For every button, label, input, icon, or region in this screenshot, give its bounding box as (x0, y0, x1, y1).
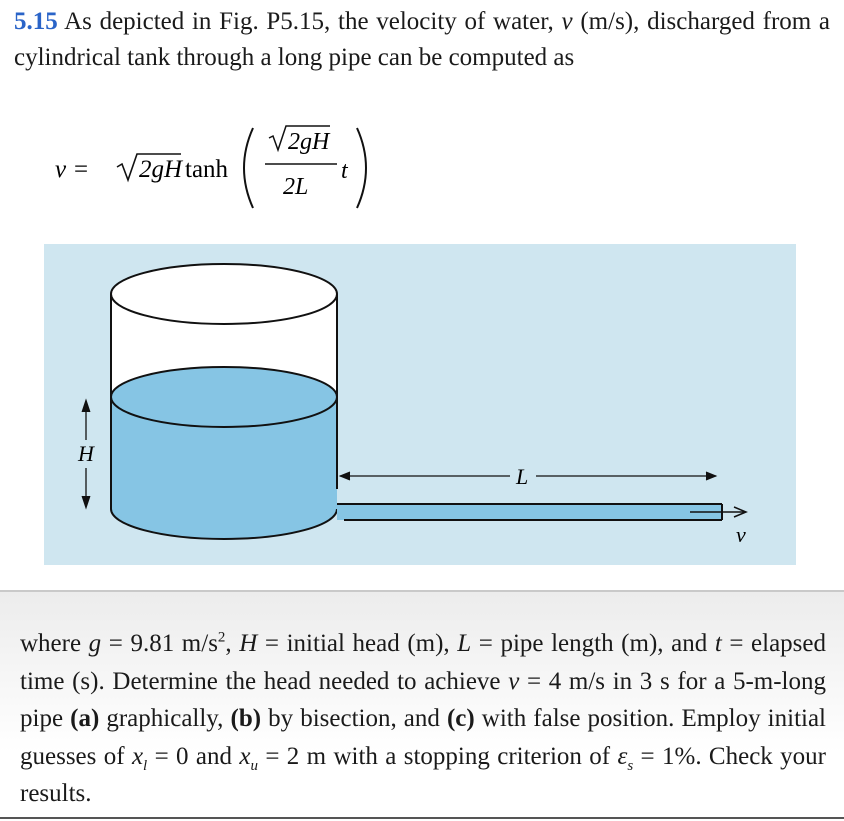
part-c-label: (c) (446, 705, 475, 732)
epsilon-symbol: ε (617, 742, 628, 770)
part-b-label: (b) (230, 705, 262, 732)
tanh-function: tanh (185, 156, 229, 183)
bottom-rule (0, 817, 844, 819)
epsilon-subscript: s (627, 757, 634, 774)
part-a-label: (a) (70, 705, 100, 732)
epsilon-value: = 1%. Check your results. (20, 742, 826, 807)
problem-number: 5.15 (14, 8, 58, 35)
L-symbol: L (457, 630, 472, 657)
water-surface (111, 367, 337, 427)
fraction-denominator: 2L (283, 174, 309, 200)
left-paren (244, 128, 253, 208)
pipe-water (337, 504, 722, 520)
part-b-text: by bisection, and (261, 705, 447, 732)
where-word: where (20, 630, 82, 657)
g-exponent: 2 (217, 629, 226, 646)
equation-lhs: v = (55, 156, 90, 183)
xl-value: = 0 and (147, 742, 240, 770)
xl-symbol: x (131, 742, 144, 770)
xl-subscript: l (143, 757, 148, 774)
sqrt-term: 2gH (139, 156, 183, 183)
fraction-numerator: 2gH (288, 129, 330, 155)
velocity-symbol: v (561, 8, 573, 35)
problem-text-b: (m/s), discharged from a cylindrical tank through a long pipe can be computed as (14, 8, 831, 71)
v-symbol: v (508, 667, 520, 695)
problem-text-a: As depicted in Fig. P5.15, the velocity of water, (64, 8, 554, 35)
part-c-text: with false position. Employ initial guesses of (20, 705, 826, 770)
v-description: = 4 m/s in 3 s for a 5-m-long pipe (20, 667, 826, 732)
H-symbol: H (239, 630, 258, 657)
g-symbol: g (88, 630, 102, 657)
H-description: = initial head (m), (257, 630, 458, 657)
head-label: H (78, 441, 94, 466)
problem-statement (14, 4, 830, 76)
xu-subscript: u (250, 757, 258, 774)
time-symbol: t (341, 158, 348, 184)
velocity-label: v (736, 522, 746, 547)
part-a-text: graphically, (99, 705, 231, 732)
velocity-equation (55, 120, 395, 210)
g-value: = 9.81 m/s (101, 630, 218, 657)
comma: , (225, 630, 240, 657)
t-symbol: t (714, 630, 722, 657)
xu-symbol: x (239, 742, 251, 770)
t-description: = elapsed time (s). Determine the head needed to achieve (20, 630, 827, 695)
problem-description (20, 625, 826, 813)
L-description: = pipe length (m), and (471, 630, 708, 657)
right-paren (357, 128, 366, 208)
tank-pipe-figure (44, 244, 796, 565)
tank-top-rim (111, 264, 337, 324)
xu-value: = 2 m with a stopping criterion of (257, 742, 618, 770)
length-label: L (516, 464, 529, 489)
